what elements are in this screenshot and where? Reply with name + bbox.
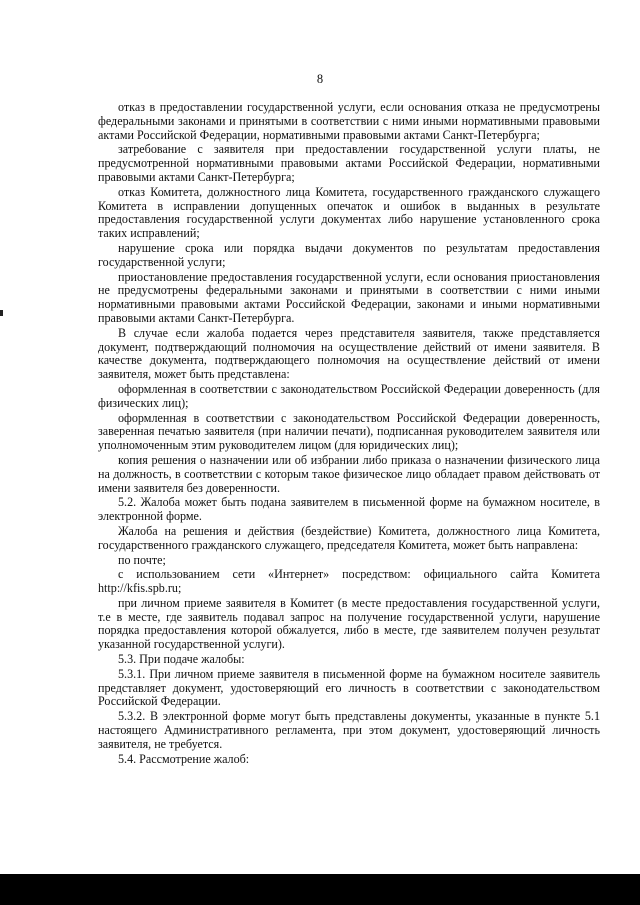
paragraph: 5.3.2. В электронной форме могут быть представлены документы, указанные в пункте 5.1 настоящего Административного регламента, при этом документ, удостоверяющий личность заявителя, не требуется.: [98, 709, 600, 751]
paragraph: оформленная в соответствии с законодательством Российской Федерации доверенность, заверенная печатью заявителя (при наличии печати), подписанная руководителем заявителя или уполномоченным этим руководителем лицом (для юридических лиц);: [98, 410, 600, 453]
paragraph: В случае если жалоба подается через представителя заявителя, также представляется документ, подтверждающий полномочия на осуществление действий от имени заявителя. В качестве документа, подтверждающего полномочия на осуществление действий от имени заявителя, может быть представлена:: [98, 325, 600, 382]
paragraph: затребование с заявителя при предоставлении государственной услуги платы, не предусмотренной нормативными правовыми актами Российской Федерации, нормативными правовыми актами Санкт-Петербурга;: [98, 142, 600, 184]
paragraph: нарушение срока или порядка выдачи документов по результатам предоставления государственной услуги;: [98, 240, 600, 269]
paragraph: по почте;: [118, 552, 166, 567]
document-body: [98, 101, 600, 767]
paragraph: приостановление предоставления государственной услуги, если основания приостановления не предусмотрены федеральными законами и принятыми в соответствии с ними иными нормативными правовыми актами Российской Федерации, законами и иными нормативными правовыми актами Санкт-Петербурга.: [98, 269, 600, 325]
paragraph: с использованием сети «Интернет» посредством: официального сайта Комитета http://kfis.spb.ru;: [98, 567, 600, 596]
paragraph: отказ в предоставлении государственной услуги, если основания отказа не предусмотрены федеральными законами и принятыми в соответствии с ними иными нормативными правовыми актами Российской Федерации, нормативными правовыми актами Санкт-Петербурга;: [98, 100, 600, 142]
paragraph: оформленная в соответствии с законодательством Российской Федерации доверенность (для физических лиц);: [98, 381, 600, 410]
paragraph: 5.3.1. При личном приеме заявителя в письменной форме на бумажном носителе заявитель представляет документ, удостоверяющий его личность в соответствии с законодательством Российской Федерации.: [98, 666, 600, 709]
page-number: 8: [316, 72, 324, 86]
scan-bottom-bar: [0, 874, 640, 905]
paragraph: 5.4. Рассмотрение жалоб:: [118, 751, 250, 766]
paragraph: при личном приеме заявителя в Комитет (в месте предоставления государственной услуги, т.е в месте, где заявитель подавал запрос на получение государственной услуги, нарушение порядка предоставления которой обжалуется, либо в месте, где заявителем получен результат указанной государственной услуги).: [98, 595, 600, 652]
scan-left-mark: [0, 310, 3, 316]
paragraph: 5.2. Жалоба может быть подана заявителем в письменной форме на бумажном носителе, в электронной форме.: [98, 495, 600, 524]
paragraph: 5.3. При подаче жалобы:: [118, 652, 245, 667]
paragraph: копия решения о назначении или об избрании либо приказа о назначении физического лица на должность, в соответствии с которым такое физическое лицо обладает правом действовать от имени заявителя без доверенности.: [98, 452, 600, 495]
paragraph: Жалоба на решения и действия (бездействие) Комитета, должностного лица Комитета, государственного гражданского служащего, председателя Комитета, может быть направлена:: [98, 523, 600, 552]
paragraph: отказ Комитета, должностного лица Комитета, государственного гражданского служащего Комитета в исправлении допущенных опечаток и ошибок в выданных в результате предоставления государственной услуги документах либо нарушение установленного срока таких исправлений;: [98, 184, 600, 241]
